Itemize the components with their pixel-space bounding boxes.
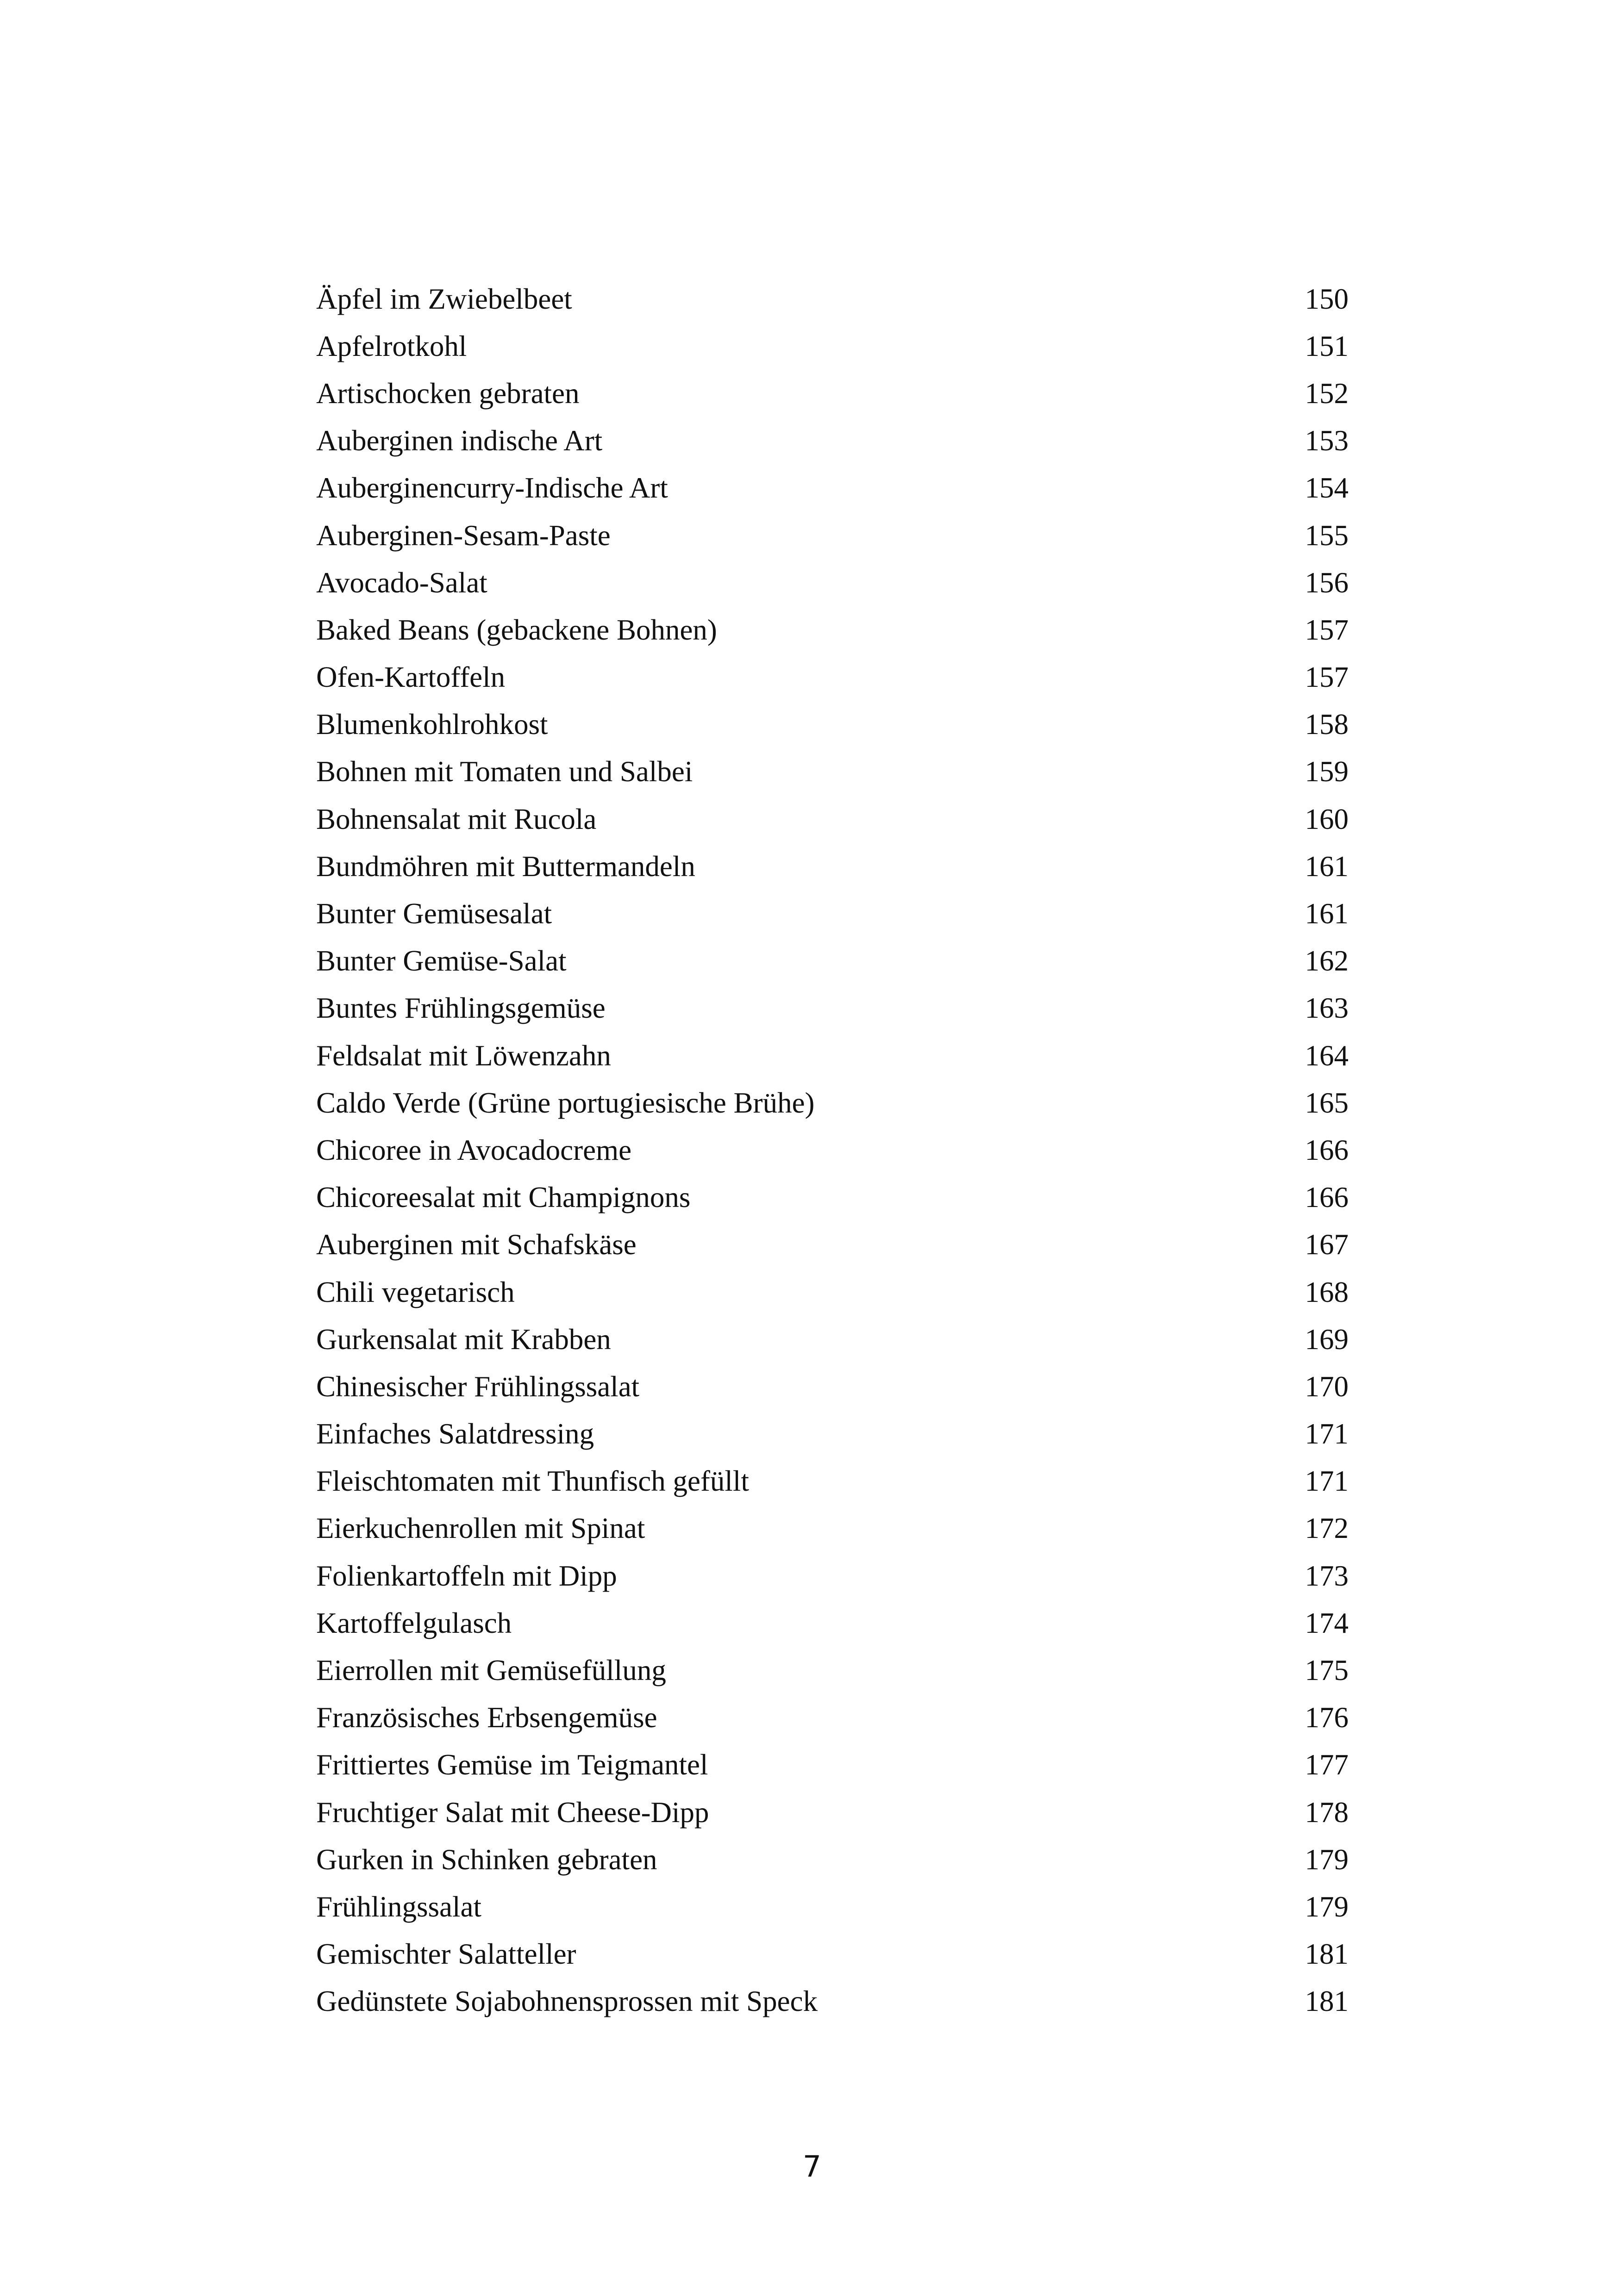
toc-entry — [316, 1931, 1349, 1978]
toc-entry-title: Auberginen-Sesam-Paste — [316, 519, 611, 552]
toc-entry — [316, 1647, 1349, 1694]
toc-entry-page: 170 — [1305, 1370, 1349, 1403]
toc-entry-page: 156 — [1305, 566, 1349, 599]
toc-entry-page: 165 — [1305, 1086, 1349, 1119]
toc-entry — [316, 1505, 1349, 1552]
toc-entry-title: Gemischter Salatteller — [316, 1938, 576, 1971]
toc-entry-title: Chili vegetarisch — [316, 1276, 515, 1308]
toc-entry-title: Frühlingssalat — [316, 1890, 481, 1923]
toc-entry-page: 152 — [1305, 377, 1349, 410]
toc-entry-page: 151 — [1305, 330, 1349, 362]
toc-entry-title: Fleischtomaten mit Thunfisch gefüllt — [316, 1465, 749, 1498]
toc-entry-title: Blumenkohlrohkost — [316, 708, 548, 741]
toc-entry-page: 161 — [1305, 850, 1349, 883]
toc-entry-page: 174 — [1305, 1606, 1349, 1639]
toc-entry — [316, 370, 1349, 417]
toc-entry — [316, 1363, 1349, 1410]
toc-entry-page: 179 — [1305, 1890, 1349, 1923]
toc-entry-title: Eierkuchenrollen mit Spinat — [316, 1512, 645, 1545]
toc-entry — [316, 1883, 1349, 1930]
toc-entry-page: 181 — [1305, 1985, 1349, 2018]
toc-entry — [316, 796, 1349, 843]
toc-entry-page: 164 — [1305, 1039, 1349, 1072]
toc-entry-title: Bundmöhren mit Buttermandeln — [316, 850, 695, 883]
toc-entry — [316, 1599, 1349, 1647]
toc-entry-page: 160 — [1305, 803, 1349, 835]
toc-entry-page: 179 — [1305, 1843, 1349, 1876]
toc-entry — [316, 465, 1349, 512]
toc-entry-title: Ofen-Kartoffeln — [316, 661, 506, 694]
toc-entry — [316, 843, 1349, 890]
toc-entry — [316, 748, 1349, 796]
toc-entry — [316, 985, 1349, 1032]
toc-entry — [316, 1269, 1349, 1316]
toc-entry — [316, 1836, 1349, 1883]
toc-entry-title: Feldsalat mit Löwenzahn — [316, 1039, 611, 1072]
toc-entry-title: Auberginencurry-Indische Art — [316, 472, 668, 504]
toc-entry-title: Caldo Verde (Grüne portugiesische Brühe) — [316, 1086, 815, 1119]
toc-entry — [316, 1411, 1349, 1458]
toc-entry-title: Apfelrotkohl — [316, 330, 467, 362]
toc-entry — [316, 1458, 1349, 1505]
toc-entry — [316, 654, 1349, 701]
toc-entry-page: 177 — [1305, 1748, 1349, 1781]
toc-entry-page: 167 — [1305, 1228, 1349, 1261]
toc-entry — [316, 1978, 1349, 2025]
toc-entry — [316, 417, 1349, 465]
toc-entry-page: 153 — [1305, 424, 1349, 457]
toc-entry-title: Auberginen mit Schafskäse — [316, 1228, 637, 1261]
toc-entry — [316, 1032, 1349, 1079]
toc-entry-page: 176 — [1305, 1701, 1349, 1734]
toc-entry-page: 181 — [1305, 1938, 1349, 1971]
toc-entry — [316, 701, 1349, 748]
table-of-contents — [316, 275, 1349, 2025]
toc-entry — [316, 890, 1349, 937]
toc-entry-title: Kartoffelgulasch — [316, 1606, 512, 1639]
toc-entry — [316, 606, 1349, 653]
toc-entry-page: 157 — [1305, 661, 1349, 694]
toc-entry-title: Bunter Gemüse-Salat — [316, 945, 567, 977]
toc-entry-page: 163 — [1305, 992, 1349, 1025]
toc-entry — [316, 323, 1349, 370]
toc-entry-title: Äpfel im Zwiebelbeet — [316, 282, 572, 315]
toc-entry-page: 162 — [1305, 945, 1349, 977]
toc-entry — [316, 1316, 1349, 1363]
toc-entry-page: 175 — [1305, 1654, 1349, 1687]
toc-entry-title: Einfaches Salatdressing — [316, 1418, 594, 1450]
toc-entry-page: 166 — [1305, 1181, 1349, 1214]
toc-entry-title: Buntes Frühlingsgemüse — [316, 992, 606, 1025]
toc-entry-page: 168 — [1305, 1276, 1349, 1308]
toc-entry-page: 178 — [1305, 1796, 1349, 1829]
toc-entry-title: Eierrollen mit Gemüsefüllung — [316, 1654, 666, 1687]
toc-entry-title: Artischocken gebraten — [316, 377, 580, 410]
toc-entry-page: 157 — [1305, 613, 1349, 646]
toc-entry-title: Fruchtiger Salat mit Cheese-Dipp — [316, 1796, 709, 1829]
toc-entry-title: Chicoree in Avocadocreme — [316, 1133, 632, 1166]
toc-entry-page: 171 — [1305, 1465, 1349, 1498]
toc-entry-page: 172 — [1305, 1512, 1349, 1545]
toc-entry-title: Französisches Erbsengemüse — [316, 1701, 657, 1734]
toc-entry-title: Gurken in Schinken gebraten — [316, 1843, 657, 1876]
toc-entry-page: 166 — [1305, 1133, 1349, 1166]
toc-entry-title: Bohnensalat mit Rucola — [316, 803, 597, 835]
page-number: 7 — [802, 2150, 822, 2184]
toc-entry-page: 171 — [1305, 1418, 1349, 1450]
toc-entry-title: Baked Beans (gebackene Bohnen) — [316, 613, 717, 646]
toc-entry — [316, 1694, 1349, 1742]
toc-entry-title: Bunter Gemüsesalat — [316, 897, 552, 930]
toc-entry-page: 158 — [1305, 708, 1349, 741]
toc-entry — [316, 1126, 1349, 1174]
toc-entry-title: Chicoreesalat mit Champignons — [316, 1181, 691, 1214]
toc-entry-title: Gedünstete Sojabohnensprossen mit Speck — [316, 1985, 818, 2018]
toc-entry-title: Frittiertes Gemüse im Teigmantel — [316, 1748, 708, 1781]
toc-entry-title: Folienkartoffeln mit Dipp — [316, 1559, 617, 1592]
toc-entry-title: Gurkensalat mit Krabben — [316, 1323, 611, 1356]
toc-entry — [316, 1789, 1349, 1836]
toc-entry — [316, 1079, 1349, 1126]
toc-entry — [316, 512, 1349, 559]
toc-entry — [316, 275, 1349, 323]
toc-entry-page: 161 — [1305, 897, 1349, 930]
toc-entry — [316, 1174, 1349, 1221]
toc-entry — [316, 1221, 1349, 1269]
toc-entry — [316, 938, 1349, 985]
toc-entry-page: 169 — [1305, 1323, 1349, 1356]
toc-entry-title: Avocado-Salat — [316, 566, 487, 599]
toc-entry — [316, 1742, 1349, 1789]
toc-entry-page: 173 — [1305, 1559, 1349, 1592]
toc-entry-page: 154 — [1305, 472, 1349, 504]
toc-entry-title: Bohnen mit Tomaten und Salbei — [316, 755, 693, 788]
toc-entry-title: Auberginen indische Art — [316, 424, 603, 457]
toc-entry — [316, 1552, 1349, 1599]
toc-entry-page: 155 — [1305, 519, 1349, 552]
toc-entry-title: Chinesischer Frühlingssalat — [316, 1370, 640, 1403]
toc-entry — [316, 559, 1349, 606]
toc-entry-page: 159 — [1305, 755, 1349, 788]
toc-entry-page: 150 — [1305, 282, 1349, 315]
